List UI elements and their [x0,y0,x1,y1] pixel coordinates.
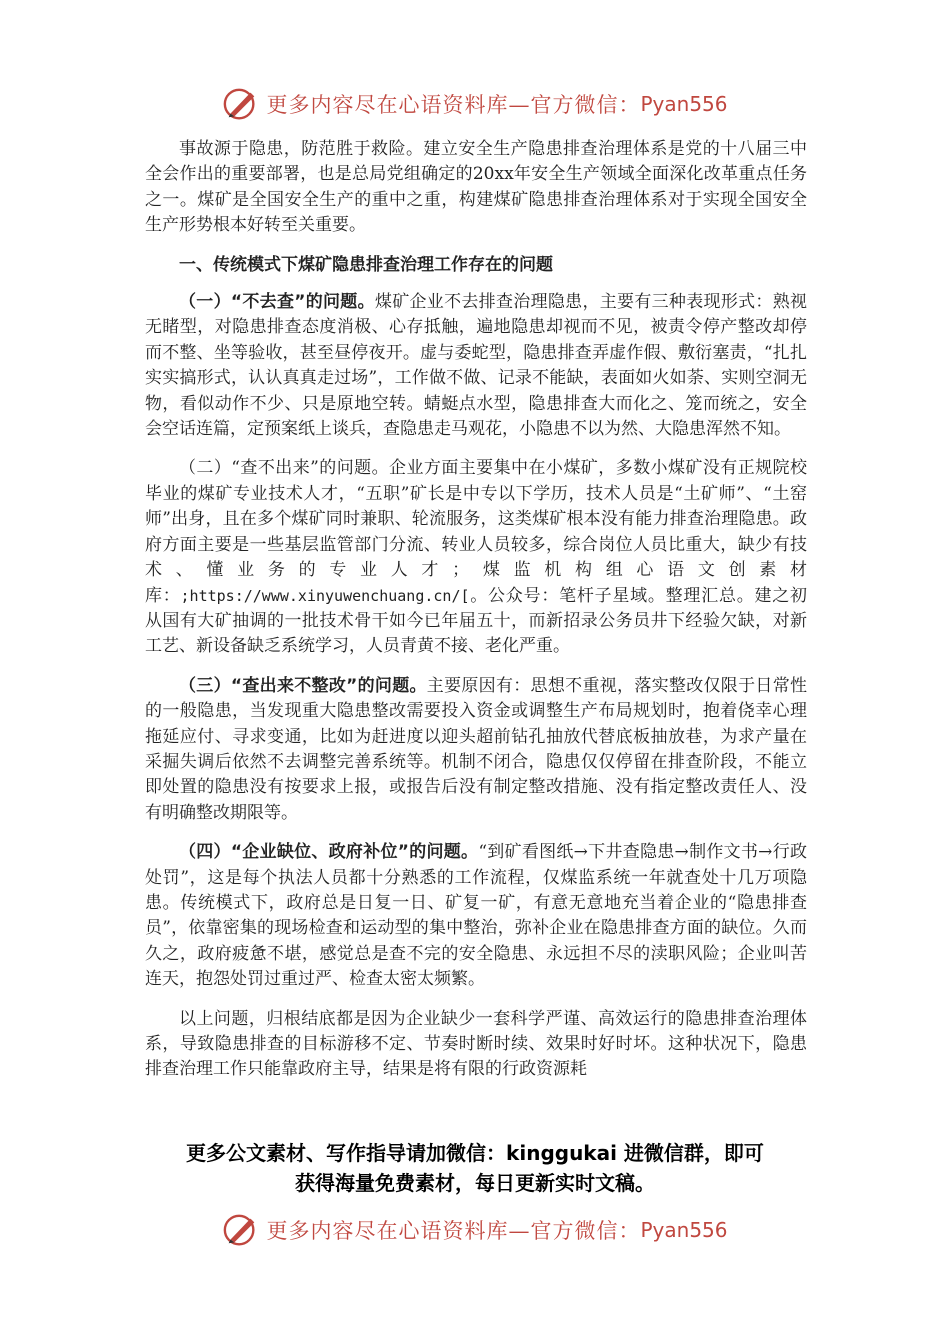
paragraph-3-body: 主要原因有：思想不重视，落实整改仅限于日常性的一般隐患，当发现重大隐患整改需要投入资金或调整生产布局规划时，抱着侥幸心理拖延应付、寻求变通，比如为赶进度以迎头超前钻孔抽放代替底板抽放巷，为求产量在采掘失调后依然不去调整完善系统等。机制不闭合，隐患仅仅停留在排查阶段，不能立即处置的隐患没有按要求上报，或报告后没有制定整改措施、没有指定整改责任人、没有明确整改期限等。 [145,675,807,823]
banner-text: 更多内容尽在心语资料库—官方微信： [266,93,641,117]
section-heading: 一、传统模式下煤矿隐患排查治理工作存在的问题 [179,254,553,275]
paragraph-4 [145,840,807,992]
paragraph-2 [145,456,807,659]
header-banner [0,84,950,124]
paragraph-3-lead: （三）“查出来不整改”的问题。 [179,675,427,696]
footer-banner-wechat-id: Pyan556 [640,1218,728,1242]
pen-nib-icon [222,1211,260,1249]
paragraph-2-text-b: 。公众号：笔杆子星域。整理汇总。建之初从国有大矿抽调的一批技术骨干如今已年届五十，而新招录公务员井下经验欠缺，对新工艺、新设备缺乏系统学习，人员青黄不接、老化严重。 [145,585,808,657]
banner-wechat-id: Pyan556 [640,92,728,116]
footer-banner-text: 更多内容尽在心语资料库—官方微信： [266,1219,641,1243]
paragraph-4-body: “到矿看图纸→下井查隐患→制作文书→行政处罚”，这是每个执法人员都十分熟悉的工作流程，仅煤监系统一年就查处十几万项隐患。传统模式下，政府总是日复一日、矿复一矿，有意无意地充当着企业的“隐患排查员”，依靠密集的现场检查和运动型的集中整治，弥补企业在隐患排查方面的缺位。久而久之，政府疲惫不堪，感觉总是查不完的安全隐患、永远担不尽的渎职风险；企业叫苦连天，抱怨处罚过重过严、检查太密太频繁。 [145,842,807,990]
intro-paragraph: 事故源于隐患，防范胜于救险。建立安全生产隐患排查治理体系是党的十八届三中全会作出的重要部署，也是总局党组确定的20xx年安全生产领域全面深化改革重点任务之一。煤矿是全国安全生产的重中之重，构建煤矿隐患排查治理体系对于实现全国安全生产形势根本好转至关重要。 [145,139,807,236]
promo-line-1: 更多公文素材、写作指导请加微信：kinggukai 进微信群，即可 [186,1141,764,1165]
promo-line-2: 获得海量免费素材，每日更新实时文稿。 [295,1171,655,1195]
paragraph-1 [145,290,807,442]
article-body [145,137,807,1093]
source-url: ;https://www.xinyuwenchuang.cn/[ [180,586,470,605]
paragraph-4-lead: （四）“企业缺位、政府补位”的问题。 [179,842,479,863]
paragraph-1-lead: （一）“不去查”的问题。 [179,292,375,313]
pen-nib-icon [222,85,260,123]
paragraph-3 [145,674,807,826]
paragraph-1-body: 煤矿企业不去排查治理隐患，主要有三种表现形式：熟视无睹型，对隐患排查态度消极、心存抵触，遍地隐患却视而不见，被责令停产整改却停而不整、坐等验收，甚至昼停夜开。虚与委蛇型，隐患排查弄虚作假、敷衍塞责，“扎扎实实搞形式，认认真真走过场”，工作做不做、记录不能缺，表面如火如荼、实则空洞无物，看似动作不少、只是原地空转。蜻蜓点水型，隐患排查大而化之、笼而统之，安全会空话连篇，定预案纸上谈兵，查隐患走马观花，小隐患不以为然、大隐患浑然不知。 [145,292,807,440]
paragraph-5: 以上问题，归根结底都是因为企业缺少一套科学严谨、高效运行的隐患排查治理体系，导致隐患排查的目标游移不定、节奏时断时续、效果时好时坏。这种状况下，隐患排查治理工作只能靠政府主导，结果是将有限的行政资源耗 [145,1008,807,1080]
promo-text [0,1138,950,1198]
paragraph-2-text-a: （二）“查不出来”的问题。企业方面主要集中在小煤矿，多数小煤矿没有正规院校毕业的煤矿专业技术人才，“五职”矿长是中专以下学历，技术人员是“土矿师”、“土窑师”出身，且在多个煤矿同时兼职、轮流服务，这类煤矿根本没有能力排查治理隐患。政府方面主要是一些基层监管部门分流、转业人员较多，综合岗位人员比重大，缺少有技术、懂业务的专业人才；煤监机构组心语文创素材库： [145,458,807,606]
footer-banner [0,1210,950,1250]
